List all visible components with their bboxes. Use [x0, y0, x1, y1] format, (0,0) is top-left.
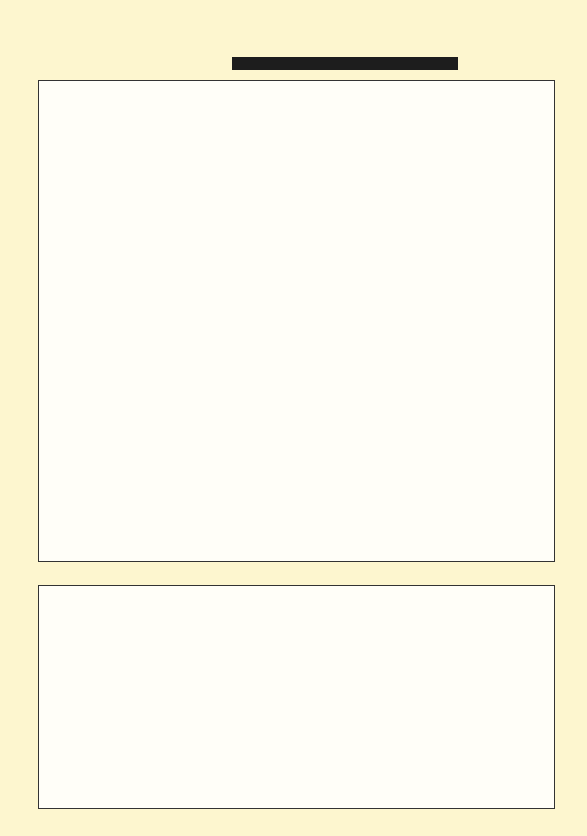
bottom-timetable — [38, 585, 555, 809]
page-subtitle — [232, 57, 458, 70]
top-timetable — [38, 80, 555, 562]
